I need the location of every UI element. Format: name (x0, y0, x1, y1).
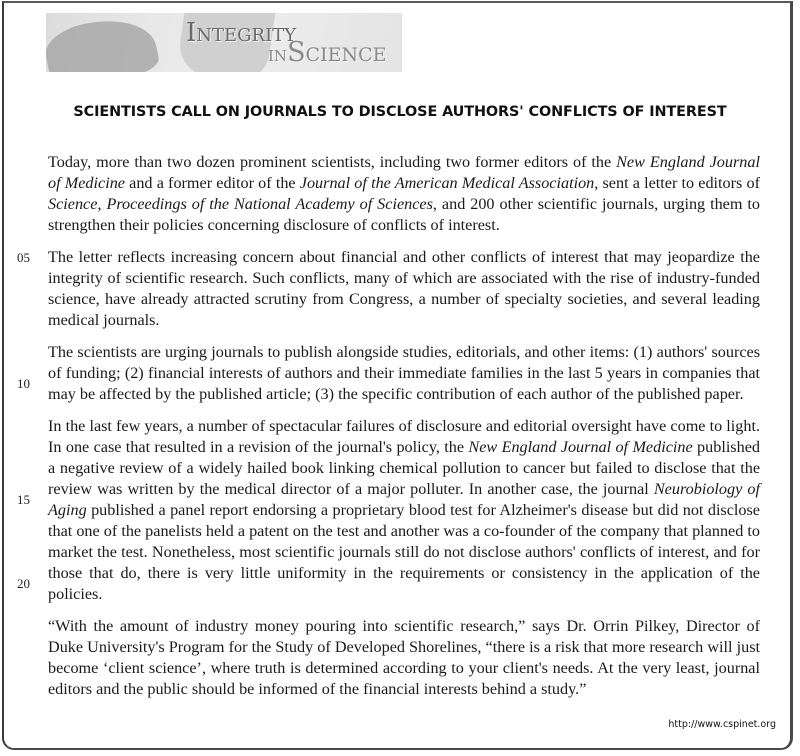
article-title: SCIENTISTS CALL ON JOURNALS TO DISCLOSE AUTHORS' CONFLICTS OF INTEREST (73, 104, 727, 120)
journal-name: New England Journal of Medicine (468, 438, 693, 456)
paragraph-text: The scientists are urging journals to publish alongside studies, editorials, and other items: (1) authors' sources of funding; (2) financial interests of authors and their immediate families in the last 5 years in companies that may be affected by the published article; (3) the specific contribution of each author of the published paper. (48, 343, 760, 403)
paragraph-text: Today, more than two dozen prominent scientists, including two former editors of the (48, 153, 617, 171)
article-paragraph (48, 416, 760, 605)
paragraph-text: , and 200 other scientific journals, urging them to strengthen their policies concerning disclosure of conflicts of interest. (48, 195, 761, 234)
article-body (48, 152, 760, 711)
paragraph-text: published a panel report endorsing a proprietary blood test for Alzheimer's disease but did not disclose that one of the panelists held a patent on the test and another was a co-founder of the company that planned to market the test. Nonetheless, most scientific journals still do not disclose authors' conflicts of interest, and for those that do, there is very little uniformity in the requirements or consistency in the application of the policies. (48, 501, 760, 603)
banner-hand-image (46, 13, 161, 72)
journal-name: Science (48, 195, 98, 213)
paragraph-text: The letter reflects increasing concern about financial and other conflicts of interest that may jeopardize the integrity of scientific research. Such conflicts, many of which are associated with the rise of industry-funded science, have already attracted scrutiny from Congress, a number of specialty societies, and several leading medical journals. (48, 248, 760, 329)
article-paragraph (48, 152, 760, 236)
journal-name: Neurobiology of Aging (48, 480, 761, 519)
journal-name: New England Journal of Medicine (48, 153, 760, 192)
paragraph-text: and a former editor of the (124, 174, 300, 192)
line-number: 10 (17, 376, 30, 391)
integrity-in-science-banner (46, 13, 402, 72)
article-paragraph (48, 616, 760, 700)
line-number: 15 (17, 492, 30, 507)
paragraph-text: “With the amount of industry money pouring into scientific research,” says Dr. Orrin Pilkey, Director of Duke University's Program for the Study of Developed Shorelines, “there is a risk that more research will just become ‘client science’, where truth is determined according to your client's needs. At the very least, journal editors and the public should be informed of the financial interests behind a study.” (48, 617, 760, 698)
banner-word-science: Science (287, 37, 387, 68)
paragraph-text: published a negative review of a widely hailed book linking chemical pollution to cancer but failed to disclose that the review was written by the medical director of a major polluter. In another case, the journal (48, 438, 760, 498)
paragraph-text: In the last few years, a number of spectacular failures of disclosure and editorial oversight have come to light. In one case that resulted in a revision of the journal's policy, the (48, 417, 760, 456)
journal-name: Proceedings of the National Academy of Sciences (106, 195, 433, 213)
paragraph-text: , (97, 195, 107, 213)
banner-word-in: in (268, 42, 288, 67)
banner-word-integrity: Integrity (186, 18, 297, 48)
article-paragraph (48, 247, 760, 331)
line-number: 05 (17, 250, 30, 265)
line-number: 20 (17, 576, 30, 591)
article-paragraph (48, 342, 760, 405)
paragraph-text: , sent a letter to editors of (594, 174, 760, 192)
banner-word-in-science (268, 37, 387, 68)
source-url: http://www.cspinet.org (668, 719, 776, 730)
journal-name: Journal of the American Medical Association (299, 174, 595, 192)
